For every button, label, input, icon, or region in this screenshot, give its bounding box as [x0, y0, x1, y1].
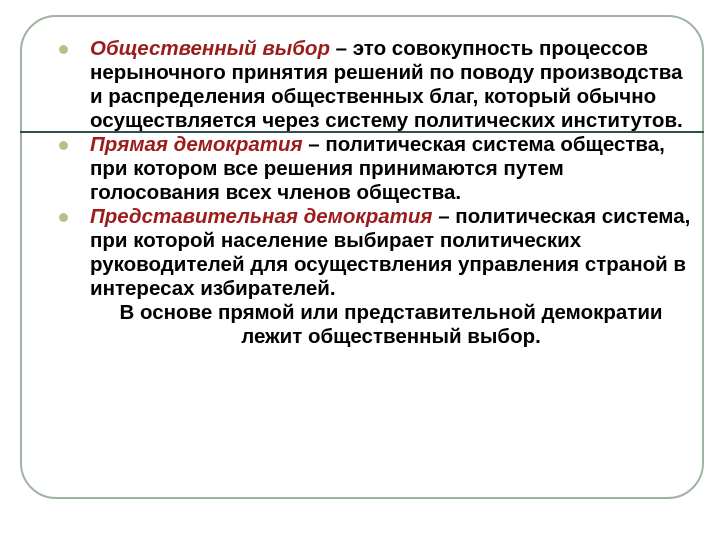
term-representative-democracy: Представительная демократия — [90, 205, 433, 228]
definition-public-choice: – это совокупность процессов нерыночного принятия решений по поводу производства и распределения общественных благ, который обычно осуществляется через систему политических институтов. — [90, 37, 683, 132]
bullet-direct-democracy — [58, 133, 692, 205]
definition-representative-democracy: – политическая система, при которой население выбирает политических руководителей для осуществления управления страной в интересах избирателей. — [90, 205, 691, 300]
bullet-dot-icon — [59, 213, 68, 222]
term-direct-democracy: Прямая демократия — [90, 133, 303, 156]
slide-content — [58, 37, 692, 349]
conclusion-text: В основе прямой или представительной демократии лежит общественный выбор. — [119, 301, 663, 348]
definition-direct-democracy: – политическая система общества, при котором все решения принимаются путем голосования всех членов общества. — [90, 133, 665, 204]
bullet-public-choice — [58, 37, 692, 133]
term-public-choice: Общественный выбор — [90, 37, 330, 60]
bullet-representative-democracy — [58, 205, 692, 301]
bullet-dot-icon — [59, 141, 68, 150]
bullet-dot-icon — [59, 45, 68, 54]
